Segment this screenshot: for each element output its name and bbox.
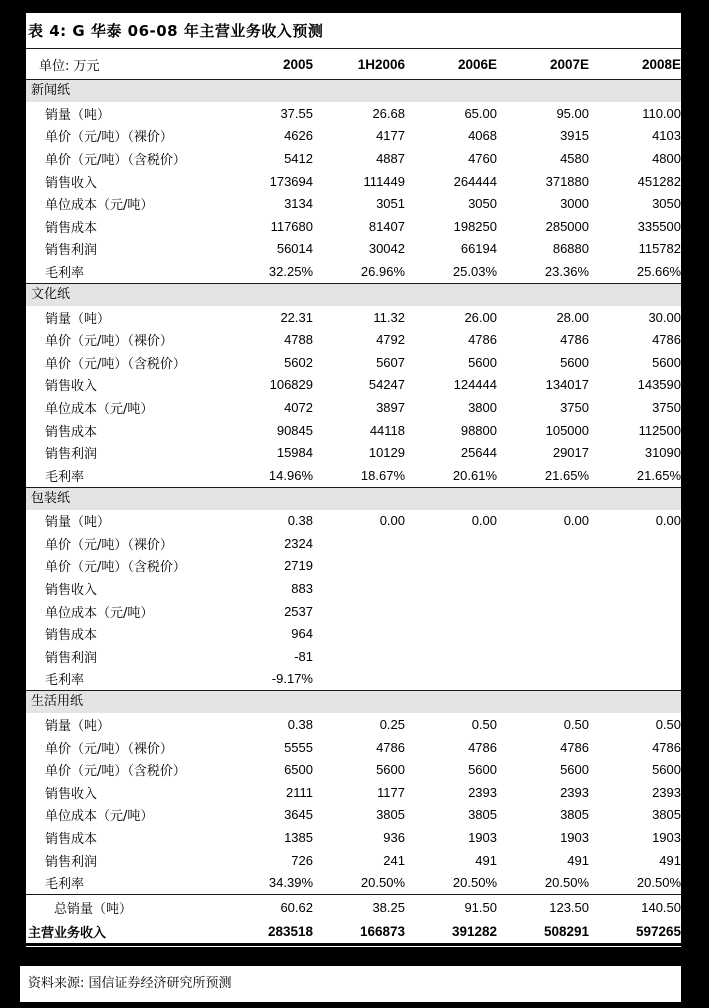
value-cell: 4760 [468, 150, 497, 166]
row-label: 销售收入 [45, 786, 98, 802]
row-label: 毛利率 [45, 877, 85, 893]
row-label: 单价（元/吨）（裸价） [45, 130, 173, 146]
value-cell: 3050 [652, 196, 681, 212]
value-cell: 115782 [638, 241, 681, 257]
column-header-1h2006: 1H2006 [357, 56, 405, 72]
value-cell: 20.50% [452, 875, 497, 891]
value-cell: 14.96% [268, 467, 313, 483]
table-row-3-0 [26, 713, 681, 736]
value-cell: 1385 [284, 830, 313, 846]
value-cell: 28.00 [556, 309, 589, 325]
value-cell: 0.00 [655, 513, 681, 529]
row-label: 单价（元/吨）（含税价） [45, 152, 186, 168]
table-row-1-0 [26, 306, 681, 329]
row-label: 单价（元/吨）（含税价） [45, 356, 186, 372]
value-cell: 2393 [468, 784, 497, 800]
table-row-0-3 [26, 170, 681, 193]
source-strip [20, 966, 681, 1002]
value-cell: 20.61% [452, 467, 497, 483]
value-cell: 883 [291, 581, 313, 597]
value-cell: 4786 [560, 332, 589, 348]
value-cell: 3134 [284, 196, 313, 212]
row-label: 单位成本（元/吨） [45, 809, 154, 825]
value-cell: 4072 [284, 399, 313, 415]
table-row-2-3 [26, 577, 681, 600]
value-cell: 4103 [652, 128, 681, 144]
value-cell: 3805 [376, 807, 405, 823]
value-cell: 56014 [276, 241, 313, 257]
table-title: 表 4: G 华泰 06-08 年主营业务收入预测 [26, 13, 681, 49]
value-cell: 371880 [545, 173, 589, 189]
value-cell: 5600 [468, 354, 497, 370]
value-cell: 32.25% [268, 263, 313, 279]
row-label: 单位成本（元/吨） [45, 605, 154, 621]
value-cell: 10129 [368, 445, 405, 461]
value-cell: 6500 [284, 762, 313, 778]
table-row-1-6 [26, 441, 681, 464]
source-text: 资料来源: 国信证券经济研究所预测 [28, 976, 232, 991]
value-cell: 0.38 [287, 513, 313, 529]
row-label: 销量（吨） [45, 311, 111, 327]
row-label: 单价（元/吨）（裸价） [45, 334, 173, 350]
row-label: 销售成本 [45, 220, 98, 236]
value-cell: 3000 [560, 196, 589, 212]
value-cell: 4786 [560, 739, 589, 755]
value-cell: 26.00 [464, 309, 497, 325]
table-row-1-5 [26, 419, 681, 442]
value-cell: 5600 [652, 762, 681, 778]
value-cell: 5600 [560, 354, 589, 370]
table-row-3-6 [26, 849, 681, 872]
table-row-0-1 [26, 125, 681, 148]
value-cell: 3805 [652, 807, 681, 823]
value-cell: 264444 [453, 173, 497, 189]
value-cell: 105000 [545, 422, 589, 438]
row-label: 毛利率 [45, 469, 85, 485]
value-cell: 0.25 [379, 717, 405, 733]
unit-label: 单位: 万元 [39, 58, 100, 74]
value-cell: 2719 [284, 558, 313, 574]
value-cell: 1903 [468, 830, 497, 846]
table-row-0-6 [26, 238, 681, 261]
value-cell: 0.38 [287, 717, 313, 733]
value-cell: 3750 [560, 399, 589, 415]
value-cell: 25644 [460, 445, 497, 461]
value-cell: 134017 [545, 377, 589, 393]
row-label: 单价（元/吨）（裸价） [45, 537, 173, 553]
value-cell: 4626 [284, 128, 313, 144]
value-cell: 173694 [269, 173, 313, 189]
value-cell: 18.67% [360, 467, 405, 483]
row-label: 销量（吨） [45, 719, 111, 735]
row-label: 销售利润 [45, 243, 98, 259]
table-row-2-0 [26, 510, 681, 533]
row-label: 销售利润 [45, 650, 98, 666]
value-cell: 508291 [543, 923, 589, 939]
value-cell: 0.50 [471, 717, 497, 733]
row-label: 单价（元/吨）（含税价） [45, 560, 186, 576]
value-cell: 283518 [267, 923, 313, 939]
table-row-0-4 [26, 192, 681, 215]
value-cell: 597265 [635, 923, 681, 939]
table-row-1-1 [26, 328, 681, 351]
section-header: 新闻纸 [26, 79, 681, 102]
value-cell: 23.36% [544, 263, 589, 279]
value-cell: 5600 [560, 762, 589, 778]
value-cell: 5412 [284, 150, 313, 166]
value-cell: 936 [383, 830, 405, 846]
value-cell: 140.50 [641, 899, 681, 915]
value-cell: 26.68 [372, 105, 405, 121]
value-cell: 3750 [652, 399, 681, 415]
table-row-0-7 [26, 260, 681, 283]
value-cell: 21.65% [544, 467, 589, 483]
row-label: 销量（吨） [45, 515, 111, 531]
value-cell: -81 [294, 648, 313, 664]
table-row-2-7 [26, 668, 681, 691]
table-row-3-1 [26, 736, 681, 759]
value-cell: 4580 [560, 150, 589, 166]
value-cell: 451282 [637, 173, 681, 189]
table-row-3-3 [26, 781, 681, 804]
value-cell: 2111 [286, 784, 313, 800]
table-row-1-7 [26, 464, 681, 487]
value-cell: 31090 [644, 445, 681, 461]
row-label: 主营业务收入 [28, 925, 107, 941]
table-row-0-2 [26, 147, 681, 170]
value-cell: 25.03% [452, 263, 497, 279]
value-cell: 4786 [652, 332, 681, 348]
value-cell: 1903 [560, 830, 589, 846]
value-cell: 5602 [284, 354, 313, 370]
table-row-0-5 [26, 215, 681, 238]
value-cell: 4786 [652, 739, 681, 755]
row-label: 销售成本 [45, 424, 98, 440]
value-cell: 66194 [460, 241, 497, 257]
value-cell: 4177 [376, 128, 405, 144]
value-cell: 5600 [652, 354, 681, 370]
section-header: 包装纸 [26, 487, 681, 510]
value-cell: 20.50% [636, 875, 681, 891]
value-cell: 3805 [560, 807, 589, 823]
row-label: 销售收入 [45, 379, 98, 395]
value-cell: 20.50% [360, 875, 405, 891]
table-row-3-5 [26, 826, 681, 849]
row-label: 单价（元/吨）（裸价） [45, 741, 173, 757]
value-cell: 726 [291, 852, 313, 868]
value-cell: 112500 [638, 422, 681, 438]
table-row-1-4 [26, 396, 681, 419]
value-cell: 34.39% [268, 875, 313, 891]
value-cell: 4786 [376, 739, 405, 755]
value-cell: 2393 [560, 784, 589, 800]
value-cell: 3800 [468, 399, 497, 415]
row-label: 单价（元/吨）（含税价） [45, 764, 186, 780]
value-cell: 5600 [376, 762, 405, 778]
value-cell: 95.00 [556, 105, 589, 121]
value-cell: -9.17% [271, 671, 313, 687]
value-cell: 111449 [363, 173, 405, 189]
value-cell: 29017 [552, 445, 589, 461]
value-cell: 5607 [376, 354, 405, 370]
table-body [26, 79, 681, 894]
table-row-2-2 [26, 555, 681, 578]
value-cell: 86880 [552, 241, 589, 257]
value-cell: 4887 [376, 150, 405, 166]
value-cell: 37.55 [280, 105, 313, 121]
row-label: 总销量（吨） [54, 901, 133, 917]
value-cell: 4788 [284, 332, 313, 348]
row-label: 单位成本（元/吨） [45, 198, 154, 214]
value-cell: 3050 [468, 196, 497, 212]
row-label: 销售成本 [45, 628, 98, 644]
column-header-2005: 2005 [282, 56, 313, 72]
row-label: 销售收入 [45, 583, 98, 599]
value-cell: 90845 [276, 422, 313, 438]
value-cell: 198250 [453, 218, 497, 234]
value-cell: 30042 [368, 241, 405, 257]
value-cell: 1177 [377, 784, 405, 800]
value-cell: 2393 [652, 784, 681, 800]
value-cell: 0.50 [563, 717, 589, 733]
value-cell: 38.25 [372, 899, 405, 915]
value-cell: 106829 [269, 377, 313, 393]
column-header-2006e: 2006E [457, 56, 497, 72]
value-cell: 26.96% [360, 263, 405, 279]
value-cell: 81407 [368, 218, 405, 234]
row-label: 销售利润 [45, 447, 98, 463]
value-cell: 0.00 [379, 513, 405, 529]
value-cell: 0.00 [471, 513, 497, 529]
value-cell: 22.31 [280, 309, 313, 325]
table-row-total-1 [26, 919, 681, 943]
value-cell: 110.00 [642, 105, 681, 121]
value-cell: 123.50 [549, 899, 589, 915]
table-row-total-0 [26, 895, 681, 919]
table-row-3-7 [26, 871, 681, 894]
value-cell: 4792 [376, 332, 405, 348]
value-cell: 491 [475, 852, 497, 868]
value-cell: 30.00 [648, 309, 681, 325]
table-row-3-2 [26, 758, 681, 781]
table-header-row [26, 49, 681, 79]
value-cell: 124444 [453, 377, 497, 393]
row-label: 毛利率 [45, 673, 85, 689]
value-cell: 54247 [368, 377, 405, 393]
value-cell: 285000 [545, 218, 589, 234]
table-row-0-0 [26, 102, 681, 125]
value-cell: 21.65% [636, 467, 681, 483]
value-cell: 1903 [652, 830, 681, 846]
value-cell: 44118 [369, 422, 405, 438]
row-label: 单位成本（元/吨） [45, 401, 154, 417]
row-label: 毛利率 [45, 265, 85, 281]
row-label: 销量（吨） [45, 107, 111, 123]
value-cell: 11.32 [373, 309, 405, 325]
value-cell: 25.66% [636, 263, 681, 279]
value-cell: 491 [567, 852, 589, 868]
value-cell: 4068 [468, 128, 497, 144]
column-header-2007e: 2007E [549, 56, 589, 72]
value-cell: 3805 [468, 807, 497, 823]
section-header: 文化纸 [26, 283, 681, 306]
column-header-2008e: 2008E [641, 56, 681, 72]
value-cell: 2324 [284, 535, 313, 551]
table-row-2-5 [26, 622, 681, 645]
value-cell: 3915 [560, 128, 589, 144]
value-cell: 5555 [284, 739, 313, 755]
value-cell: 143590 [637, 377, 681, 393]
value-cell: 2537 [284, 603, 313, 619]
value-cell: 117680 [270, 218, 313, 234]
value-cell: 65.00 [464, 105, 497, 121]
value-cell: 335500 [637, 218, 681, 234]
value-cell: 20.50% [544, 875, 589, 891]
value-cell: 60.62 [280, 899, 313, 915]
value-cell: 98800 [460, 422, 497, 438]
value-cell: 15984 [276, 445, 313, 461]
value-cell: 0.00 [563, 513, 589, 529]
value-cell: 241 [383, 852, 405, 868]
value-cell: 166873 [359, 923, 405, 939]
table-row-2-4 [26, 600, 681, 623]
row-label: 销售收入 [45, 175, 98, 191]
table-row-2-1 [26, 532, 681, 555]
table-row-1-2 [26, 351, 681, 374]
totals-block [26, 894, 681, 946]
table-row-3-4 [26, 804, 681, 827]
value-cell: 3897 [376, 399, 405, 415]
value-cell: 4786 [468, 739, 497, 755]
section-header: 生活用纸 [26, 690, 681, 713]
table-panel [26, 13, 681, 947]
value-cell: 964 [291, 626, 313, 642]
value-cell: 3645 [284, 807, 313, 823]
table-row-2-6 [26, 645, 681, 668]
row-label: 销售成本 [45, 832, 98, 848]
table-row-1-3 [26, 374, 681, 397]
value-cell: 5600 [468, 762, 497, 778]
row-label: 销售利润 [45, 854, 98, 870]
value-cell: 4800 [652, 150, 681, 166]
value-cell: 4786 [468, 332, 497, 348]
value-cell: 391282 [451, 923, 497, 939]
value-cell: 91.50 [464, 899, 497, 915]
value-cell: 0.50 [655, 717, 681, 733]
value-cell: 491 [659, 852, 681, 868]
value-cell: 3051 [376, 196, 405, 212]
